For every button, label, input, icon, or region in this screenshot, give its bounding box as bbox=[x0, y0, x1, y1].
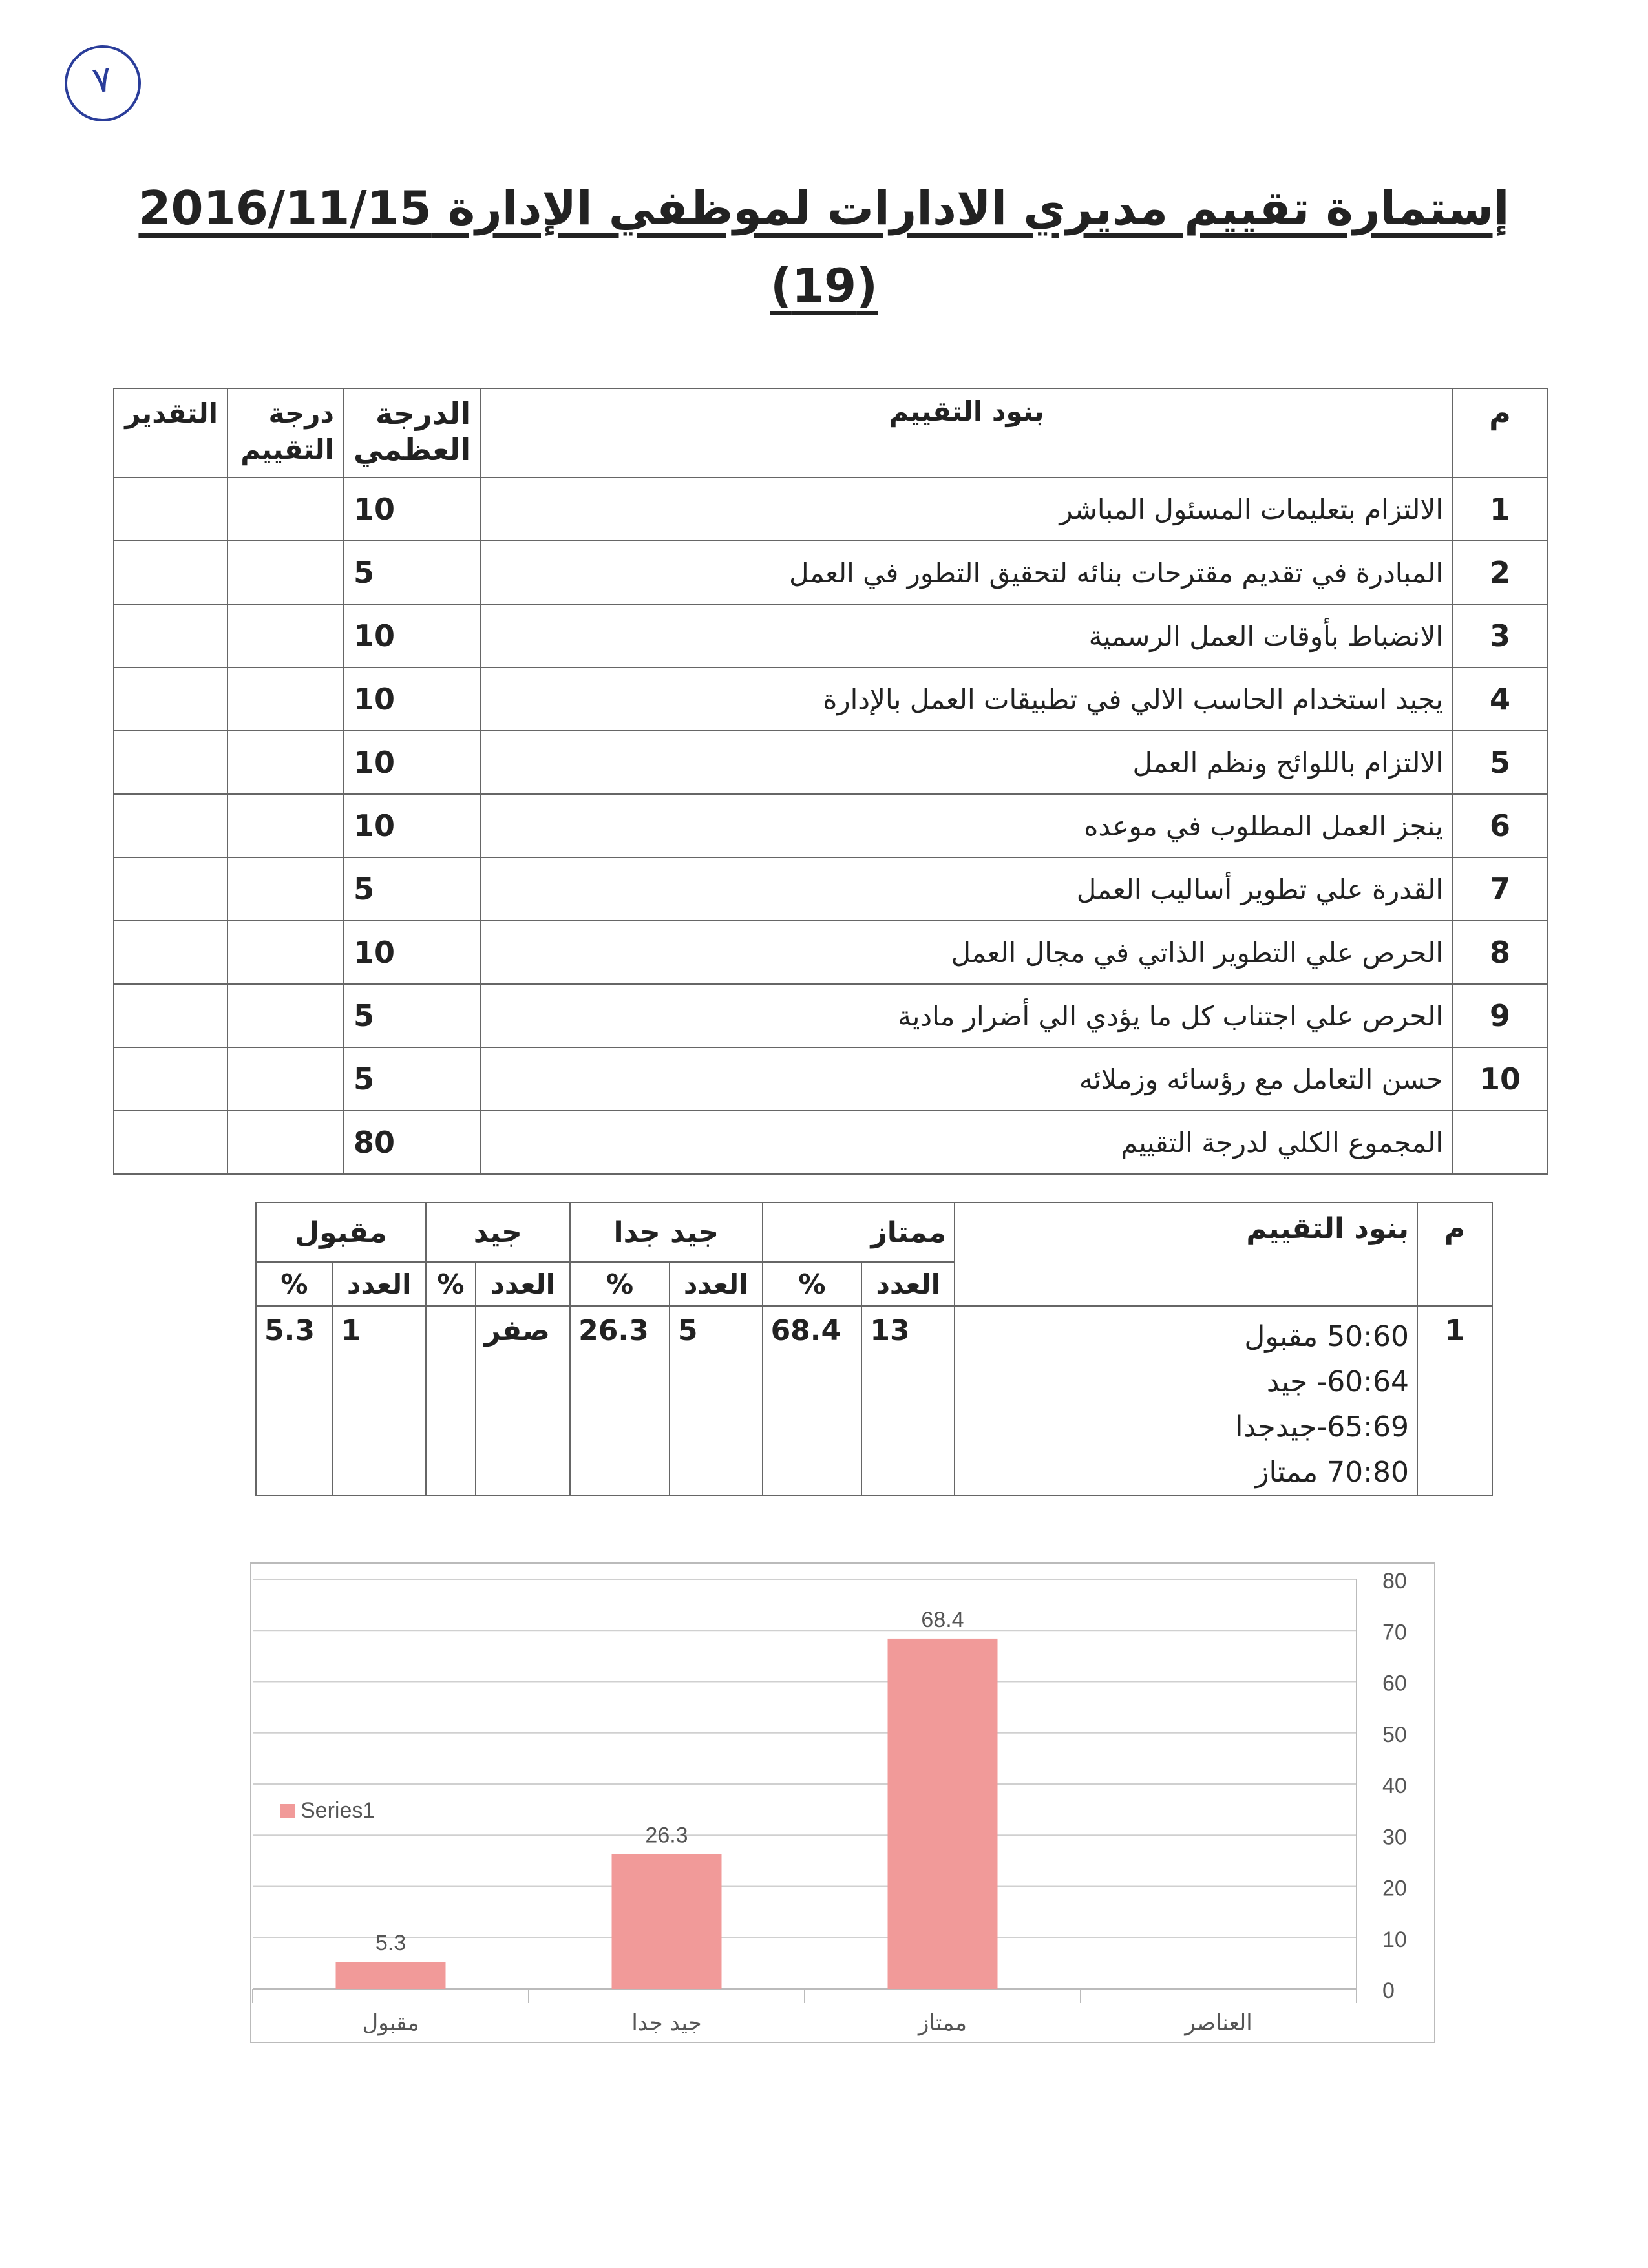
y-tick-label: 60 bbox=[1382, 1671, 1407, 1696]
row-max-score: 10 bbox=[344, 921, 480, 984]
row-item: ينجز العمل المطلوب في موعده bbox=[480, 794, 1453, 857]
header-max-score bbox=[344, 388, 480, 478]
summary-header-very-good: جيد جدا bbox=[570, 1202, 762, 1262]
row-score-cell bbox=[227, 984, 344, 1047]
row-max-score: 10 bbox=[344, 604, 480, 667]
table-row bbox=[114, 921, 1547, 984]
row-max-score: 10 bbox=[344, 794, 480, 857]
row-item: المجموع الكلي لدرجة التقييم bbox=[480, 1111, 1453, 1174]
summary-header-acceptable: مقبول bbox=[256, 1202, 426, 1262]
header-score-line1: درجة bbox=[268, 397, 334, 429]
row-grade-cell bbox=[114, 921, 227, 984]
row-item: الالتزام بتعليمات المسئول المباشر bbox=[480, 478, 1453, 541]
row-grade-cell bbox=[114, 857, 227, 921]
legend-label: Series1 bbox=[301, 1798, 375, 1823]
very-good-percent: 26.3 bbox=[570, 1306, 670, 1496]
x-category-label: ممتاز bbox=[918, 2010, 967, 2036]
range-good: 60:64- جيد bbox=[1266, 1365, 1409, 1398]
excellent-percent: 68.4 bbox=[763, 1306, 862, 1496]
row-score-cell bbox=[227, 1111, 344, 1174]
good-count: صفر bbox=[476, 1306, 570, 1496]
y-tick-label: 80 bbox=[1382, 1569, 1407, 1593]
row-grade-cell bbox=[114, 984, 227, 1047]
page-subtitle-number: (19) bbox=[770, 258, 878, 313]
row-score-cell bbox=[227, 667, 344, 731]
row-item: يجيد استخدام الحاسب الالي في تطبيقات العمل بالإدارة bbox=[480, 667, 1453, 731]
y-tick-label: 30 bbox=[1382, 1825, 1407, 1850]
summary-subheader-count: العدد bbox=[861, 1262, 955, 1306]
summary-header-row bbox=[256, 1202, 1492, 1262]
evaluation-table bbox=[113, 388, 1548, 1175]
row-index bbox=[1453, 1111, 1547, 1174]
good-percent bbox=[426, 1306, 476, 1496]
row-max-score: 10 bbox=[344, 731, 480, 794]
row-max-score: 5 bbox=[344, 1047, 480, 1111]
row-index: 10 bbox=[1453, 1047, 1547, 1111]
row-item: الالتزام باللوائح ونظم العمل bbox=[480, 731, 1453, 794]
row-index: 2 bbox=[1453, 541, 1547, 604]
header-max-score-line1: الدرجة bbox=[375, 396, 471, 431]
row-grade-cell bbox=[114, 794, 227, 857]
summary-subheader-percent: % bbox=[570, 1262, 670, 1306]
row-grade-cell bbox=[114, 1111, 227, 1174]
row-item: الحرص علي التطوير الذاتي في مجال العمل bbox=[480, 921, 1453, 984]
x-category-label: مقبول bbox=[362, 2010, 419, 2036]
header-grade: التقدير bbox=[114, 388, 227, 478]
row-score-cell bbox=[227, 604, 344, 667]
row-grade-cell bbox=[114, 604, 227, 667]
row-max-score: 10 bbox=[344, 478, 480, 541]
row-index: 4 bbox=[1453, 667, 1547, 731]
header-max-score-line2: العظمي bbox=[354, 432, 471, 467]
row-max-score: 5 bbox=[344, 984, 480, 1047]
chart-bar bbox=[612, 1854, 722, 1989]
table-row bbox=[114, 984, 1547, 1047]
row-item: القدرة علي تطوير أساليب العمل bbox=[480, 857, 1453, 921]
summary-table bbox=[255, 1202, 1493, 1496]
x-category-label: جيد جدا bbox=[631, 2010, 702, 2036]
row-score-cell bbox=[227, 794, 344, 857]
x-category-label: العناصر bbox=[1185, 2010, 1252, 2036]
bar-data-label: 26.3 bbox=[645, 1823, 688, 1848]
y-tick-label: 40 bbox=[1382, 1774, 1407, 1798]
row-grade-cell bbox=[114, 731, 227, 794]
row-grade-cell bbox=[114, 541, 227, 604]
row-index: 7 bbox=[1453, 857, 1547, 921]
header-score bbox=[227, 388, 344, 478]
range-acceptable: 50:60 مقبول bbox=[1244, 1320, 1409, 1353]
summary-header-index: م bbox=[1417, 1202, 1492, 1306]
chart-bar bbox=[336, 1962, 446, 1989]
row-score-cell bbox=[227, 1047, 344, 1111]
y-tick-label: 0 bbox=[1382, 1979, 1395, 2003]
row-index: 3 bbox=[1453, 604, 1547, 667]
table-row bbox=[114, 541, 1547, 604]
table-row bbox=[114, 857, 1547, 921]
row-item: الانضباط بأوقات العمل الرسمية bbox=[480, 604, 1453, 667]
row-grade-cell bbox=[114, 1047, 227, 1111]
page-title: إستمارة تقييم مديري الادارات لموظفي الإدارة 2016/11/15 bbox=[138, 181, 1510, 235]
row-score-cell bbox=[227, 731, 344, 794]
row-index: 8 bbox=[1453, 921, 1547, 984]
y-tick-label: 70 bbox=[1382, 1620, 1407, 1645]
row-score-cell bbox=[227, 541, 344, 604]
row-grade-cell bbox=[114, 478, 227, 541]
row-score-cell bbox=[227, 857, 344, 921]
header-score-line2: التقييم bbox=[240, 434, 334, 465]
row-score-cell bbox=[227, 921, 344, 984]
results-bar-chart-svg bbox=[251, 1564, 1434, 2042]
row-max-score: 10 bbox=[344, 667, 480, 731]
summary-subheader-count: العدد bbox=[670, 1262, 763, 1306]
table-row-total bbox=[114, 1111, 1547, 1174]
summary-header-good: جيد bbox=[426, 1202, 571, 1262]
row-grade-cell bbox=[114, 667, 227, 731]
row-index: 9 bbox=[1453, 984, 1547, 1047]
summary-grade-ranges bbox=[955, 1306, 1417, 1496]
y-tick-label: 50 bbox=[1382, 1722, 1407, 1747]
row-max-score: 5 bbox=[344, 857, 480, 921]
table-row bbox=[114, 1047, 1547, 1111]
row-max-score: 80 bbox=[344, 1111, 480, 1174]
row-max-score: 5 bbox=[344, 541, 480, 604]
range-excellent: 70:80 ممتاز bbox=[1255, 1456, 1409, 1489]
summary-subheader-count: العدد bbox=[476, 1262, 570, 1306]
row-index: 6 bbox=[1453, 794, 1547, 857]
summary-row-index: 1 bbox=[1417, 1306, 1492, 1496]
summary-values-row bbox=[256, 1306, 1492, 1496]
handwritten-page-mark: ٧ bbox=[59, 40, 145, 126]
row-item: الحرص علي اجتناب كل ما يؤدي الي أضرار مادية bbox=[480, 984, 1453, 1047]
results-bar-chart bbox=[250, 1562, 1435, 2043]
row-index: 5 bbox=[1453, 731, 1547, 794]
summary-subheader-percent: % bbox=[426, 1262, 476, 1306]
y-tick-label: 20 bbox=[1382, 1876, 1407, 1901]
table-row bbox=[114, 604, 1547, 667]
summary-subheader-count: العدد bbox=[333, 1262, 426, 1306]
range-very-good: 65:69-جيدجدا bbox=[1235, 1411, 1409, 1444]
evaluation-table-header bbox=[114, 388, 1547, 478]
row-item: المبادرة في تقديم مقترحات بنائه لتحقيق التطور في العمل bbox=[480, 541, 1453, 604]
table-row bbox=[114, 478, 1547, 541]
very-good-count: 5 bbox=[670, 1306, 763, 1496]
bar-data-label: 5.3 bbox=[375, 1930, 407, 1955]
y-tick-label: 10 bbox=[1382, 1927, 1407, 1952]
acceptable-percent: 5.3 bbox=[256, 1306, 333, 1496]
row-index: 1 bbox=[1453, 478, 1547, 541]
bar-data-label: 68.4 bbox=[921, 1607, 964, 1632]
row-score-cell bbox=[227, 478, 344, 541]
header-item: بنود التقييم bbox=[480, 388, 1453, 478]
acceptable-count: 1 bbox=[333, 1306, 426, 1496]
table-row bbox=[114, 794, 1547, 857]
header-index: م bbox=[1453, 388, 1547, 478]
summary-header-excellent: ممتاز bbox=[763, 1202, 955, 1262]
summary-subheader-percent: % bbox=[763, 1262, 862, 1306]
table-row bbox=[114, 667, 1547, 731]
summary-header-item: بنود التقييم bbox=[955, 1202, 1417, 1306]
chart-bar bbox=[888, 1639, 998, 1989]
summary-subheader-percent: % bbox=[256, 1262, 333, 1306]
legend-swatch bbox=[280, 1804, 295, 1818]
excellent-count: 13 bbox=[861, 1306, 955, 1496]
table-row bbox=[114, 731, 1547, 794]
row-item: حسن التعامل مع رؤسائه وزملائه bbox=[480, 1047, 1453, 1111]
